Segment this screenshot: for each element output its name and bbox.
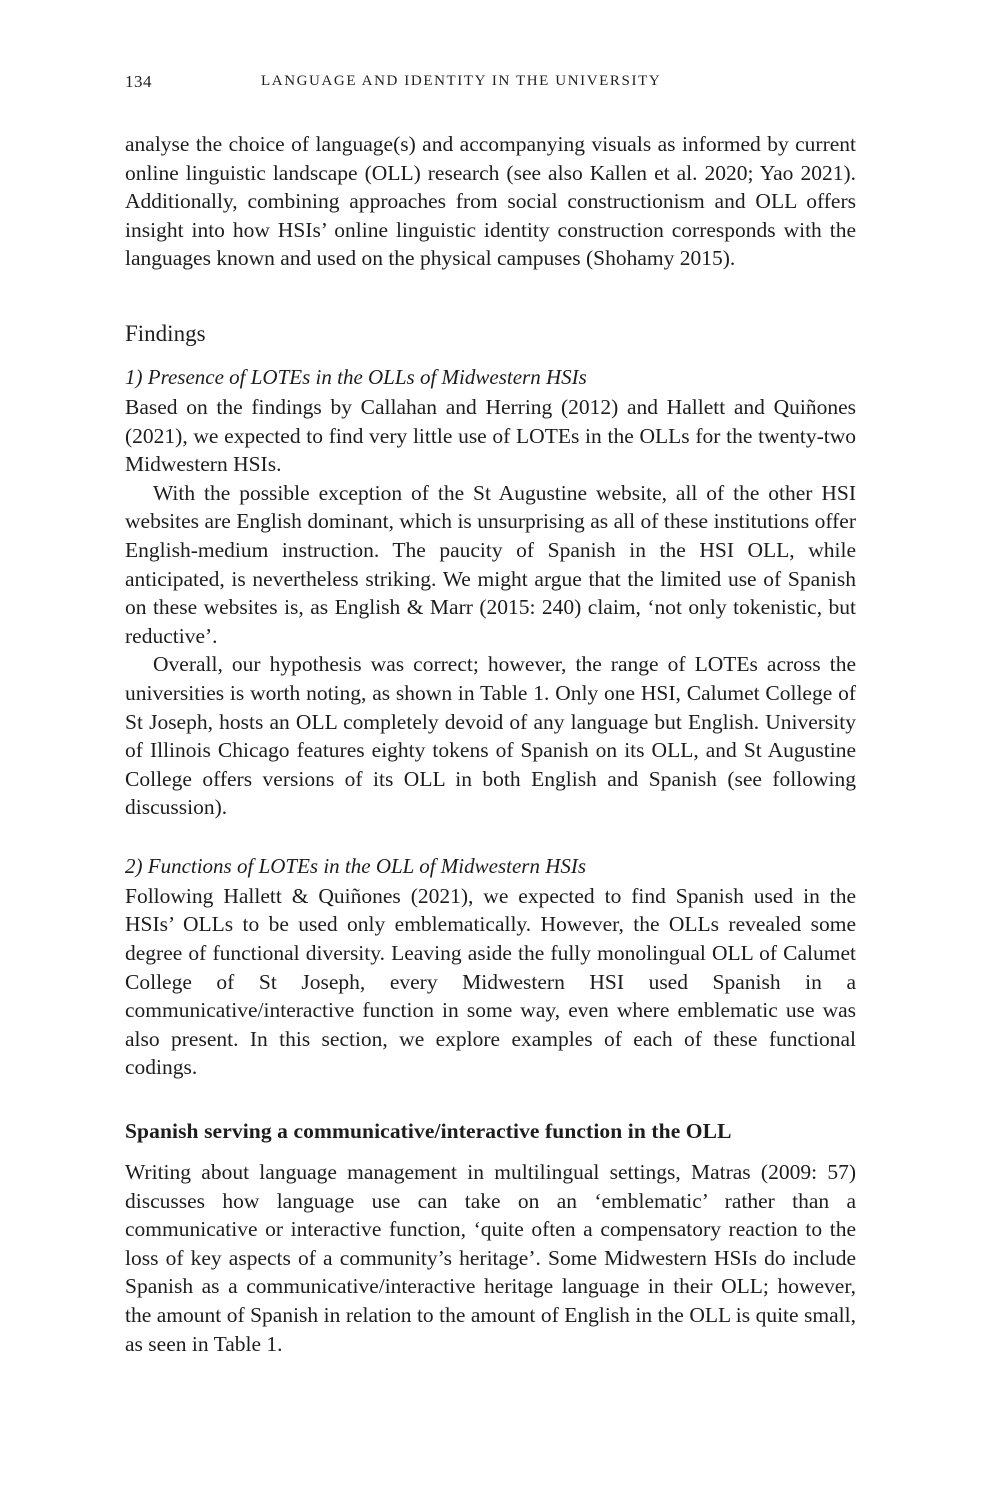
subsection-heading-functions: 2) Functions of LOTEs in the OLL of Midwestern HSIs [125, 853, 587, 878]
body-paragraph: Overall, our hypothesis was correct; however, the range of LOTEs across the universities is worth noting, as shown in Table 1. Only one HSI, Calumet College of St Joseph, hosts an OLL completely devoid of any language but English. University of Illinois Chicago features eighty tokens of Spanish on its OLL, and St Augustine College offers versions of its OLL in both English and Spanish (see following discussion). [125, 652, 856, 820]
body-paragraph: Following Hallett & Quiñones (2021), we expected to find Spanish used in the HSIs’ OLLs to be used only emblematically. However, the OLLs revealed some degree of functional diversity. Leaving aside the fully monolingual OLL of Calumet College of St Joseph, every Midwestern HSI used Spanish in a communicative/interactive function in some way, even where emblematic use was also present. In this section, we explore examples of each of these functional codings. [125, 883, 856, 1080]
subsection-heading-presence: 1) Presence of LOTEs in the OLLs of Midwestern HSIs [125, 364, 587, 389]
running-title: LANGUAGE AND IDENTITY IN THE UNIVERSITY [261, 73, 662, 89]
subsection-heading-communicative: Spanish serving a communicative/interactive function in the OLL [125, 1119, 732, 1144]
body-paragraph: Based on the findings by Callahan and Herring (2012) and Hallett and Quiñones (2021), we expected to find very little use of LOTEs in the OLLs for the twenty-two Midwestern HSIs. [125, 394, 856, 477]
body-paragraph: Writing about language management in multilingual settings, Matras (2009: 57) discusses how language use can take on an ‘emblematic’ rather than a communicative or interactive function, ‘quite often a compensatory reaction to the loss of key aspects of a community’s heritage’. Some Midwestern HSIs do include Spanish as a communicative/interactive heritage language in their OLL; however, the amount of Spanish in relation to the amount of English in the OLL is quite small, as seen in Table 1. [125, 1160, 856, 1356]
body-paragraph: With the possible exception of the St Augustine website, all of the other HSI websites are English dominant, which is unsurprising as all of these institutions offer English-medium instruction. The paucity of Spanish in the HSI OLL, while anticipated, is nevertheless striking. We might argue that the limited use of Spanish on these websites is, as English & Marr (2015: 240) claim, ‘not only tokenistic, but reductive’. [125, 480, 856, 648]
page-number: 134 [125, 72, 152, 91]
findings-heading: Findings [125, 320, 206, 346]
intro-paragraph: analyse the choice of language(s) and accompanying visuals as informed by current online linguistic landscape (OLL) research (see also Kallen et al. 2020; Yao 2021). Additionally, combining approaches from social constructionism and OLL offers insight into how HSIs’ online linguistic identity construction corresponds with the languages known and used on the physical campuses (Shohamy 2015). [125, 132, 856, 271]
running-header [125, 68, 856, 98]
book-page [125, 68, 856, 1358]
